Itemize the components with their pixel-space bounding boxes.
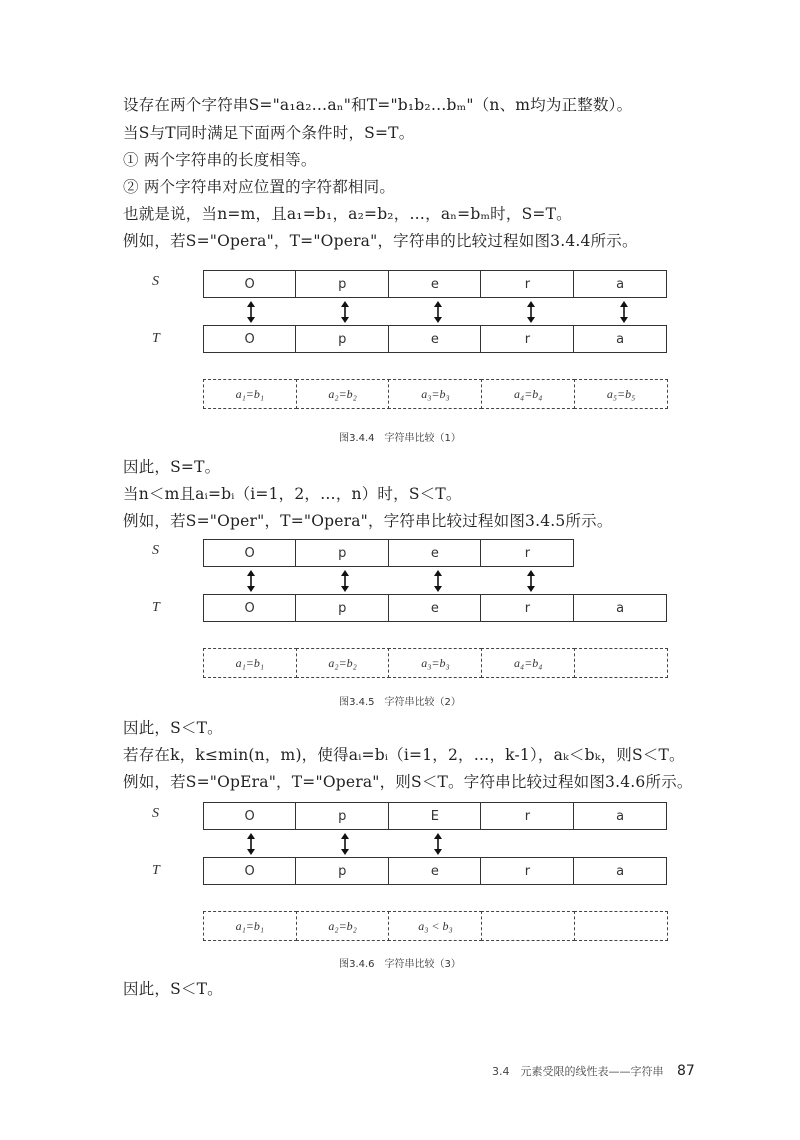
figure-caption: 图3.4.4 字符串比较（1）	[339, 433, 461, 444]
paragraph-conclusion-3: 因此，S＜T。	[123, 980, 223, 998]
string-s-row	[204, 539, 574, 567]
char-cell: e	[388, 325, 482, 353]
char-cell: p	[295, 325, 389, 353]
char-cell: a	[573, 857, 667, 885]
comparison-cell: a₃=b₃	[388, 379, 482, 409]
char-cell: p	[295, 594, 389, 622]
char-cell: p	[295, 857, 389, 885]
char-cell: r	[480, 325, 574, 353]
char-cell: e	[388, 857, 482, 885]
comparison-cell: a₄=b₄	[481, 648, 575, 678]
comparison-cell: a₄=b₄	[481, 379, 575, 409]
char-cell: r	[480, 539, 574, 567]
char-cell: r	[480, 857, 574, 885]
comparison-cell: a₂=b₂	[296, 911, 390, 941]
char-cell: p	[295, 270, 389, 298]
paragraph-conclusion-2: 因此，S＜T。	[123, 719, 223, 737]
char-cell: O	[203, 270, 297, 298]
paragraph-condition: 当S与T同时满足下面两个条件时，S=T。	[123, 124, 415, 142]
char-cell: O	[203, 857, 297, 885]
comparison-cell	[574, 648, 668, 678]
comparison-row	[204, 379, 668, 407]
figure-label-t: T	[152, 331, 160, 346]
page-number: 87	[677, 1063, 695, 1079]
figure-label-s: S	[152, 806, 159, 821]
char-cell: p	[295, 802, 389, 830]
figure-label-t: T	[152, 863, 160, 878]
char-cell: e	[388, 270, 482, 298]
paragraph-explanation: 也就是说，当n=m，且a₁=b₁，a₂=b₂，…，aₙ=bₘ时，S=T。	[123, 205, 572, 223]
string-s-row	[204, 802, 667, 830]
compare-arrow-icon	[431, 570, 445, 592]
comparison-cell: a₁=b₁	[203, 911, 297, 941]
char-cell: a	[573, 325, 667, 353]
compare-arrow-icon	[431, 833, 445, 855]
figure-label-s: S	[152, 543, 159, 558]
string-t-row	[204, 857, 667, 885]
compare-arrow-icon	[244, 301, 258, 323]
string-s-row	[204, 270, 667, 298]
compare-arrow-icon	[244, 833, 258, 855]
compare-arrow-icon	[338, 833, 352, 855]
comparison-cell: a₂=b₂	[296, 648, 390, 678]
paragraph-example-2: 例如，若S="Oper"，T="Opera"，字符串比较过程如图3.4.5所示。	[123, 512, 613, 530]
char-cell: r	[480, 270, 574, 298]
section-title: 3.4 元素受限的线性表——字符串	[492, 1065, 664, 1078]
char-cell: E	[388, 802, 482, 830]
comparison-cell: a₁=b₁	[203, 648, 297, 678]
compare-arrow-icon	[338, 301, 352, 323]
compare-arrow-icon	[431, 301, 445, 323]
compare-arrow-icon	[524, 301, 538, 323]
comparison-cell	[574, 911, 668, 941]
char-cell: O	[203, 325, 297, 353]
paragraph-rule-3: 若存在k，k≤min(n，m)，使得aᵢ=bᵢ（i=1，2，…，k-1），aₖ＜bₖ，则S＜T。	[123, 746, 685, 764]
comparison-cell: a₃=b₃	[388, 648, 482, 678]
compare-arrow-icon	[244, 570, 258, 592]
comparison-cell: a₂=b₂	[296, 379, 390, 409]
char-cell: O	[203, 594, 297, 622]
comparison-cell: a₃ < b₃	[388, 911, 482, 941]
comparison-cell: a₅=b₅	[574, 379, 668, 409]
char-cell: p	[295, 539, 389, 567]
paragraph-example-1: 例如，若S="Opera"，T="Opera"，字符串的比较过程如图3.4.4所示。	[123, 232, 638, 250]
char-cell: O	[203, 802, 297, 830]
char-cell: r	[480, 802, 574, 830]
char-cell: a	[573, 270, 667, 298]
paragraph-rule-2: 当n＜m且aᵢ=bᵢ（i=1，2，…，n）时，S＜T。	[123, 485, 462, 503]
compare-arrow-icon	[338, 570, 352, 592]
char-cell: e	[388, 594, 482, 622]
comparison-row	[204, 911, 668, 939]
string-t-row	[204, 594, 667, 622]
paragraph-definition: 设存在两个字符串S="a₁a₂…aₙ"和T="b₁b₂…bₘ"（n、m均为正整数）。	[123, 96, 633, 114]
compare-arrow-icon	[617, 301, 631, 323]
string-t-row	[204, 325, 667, 353]
figure-label-s: S	[152, 274, 159, 289]
page-footer	[492, 1063, 695, 1079]
char-cell: e	[388, 539, 482, 567]
char-cell: a	[573, 802, 667, 830]
char-cell: a	[573, 594, 667, 622]
comparison-cell	[481, 911, 575, 941]
figure-caption: 图3.4.5 字符串比较（2）	[339, 697, 461, 708]
comparison-row	[204, 648, 668, 676]
paragraph-condition-1: ① 两个字符串的长度相等。	[123, 151, 317, 169]
figure-caption: 图3.4.6 字符串比较（3）	[339, 959, 461, 970]
paragraph-condition-2: ② 两个字符串对应位置的字符都相同。	[123, 178, 396, 196]
compare-arrow-icon	[524, 570, 538, 592]
char-cell: O	[203, 539, 297, 567]
paragraph-conclusion-1: 因此，S=T。	[123, 458, 221, 476]
figure-label-t: T	[152, 600, 160, 615]
comparison-cell: a₁=b₁	[203, 379, 297, 409]
char-cell: r	[480, 594, 574, 622]
paragraph-example-3: 例如，若S="OpEra"，T="Opera"，则S＜T。字符串比较过程如图3.4.6所示。	[123, 773, 693, 791]
